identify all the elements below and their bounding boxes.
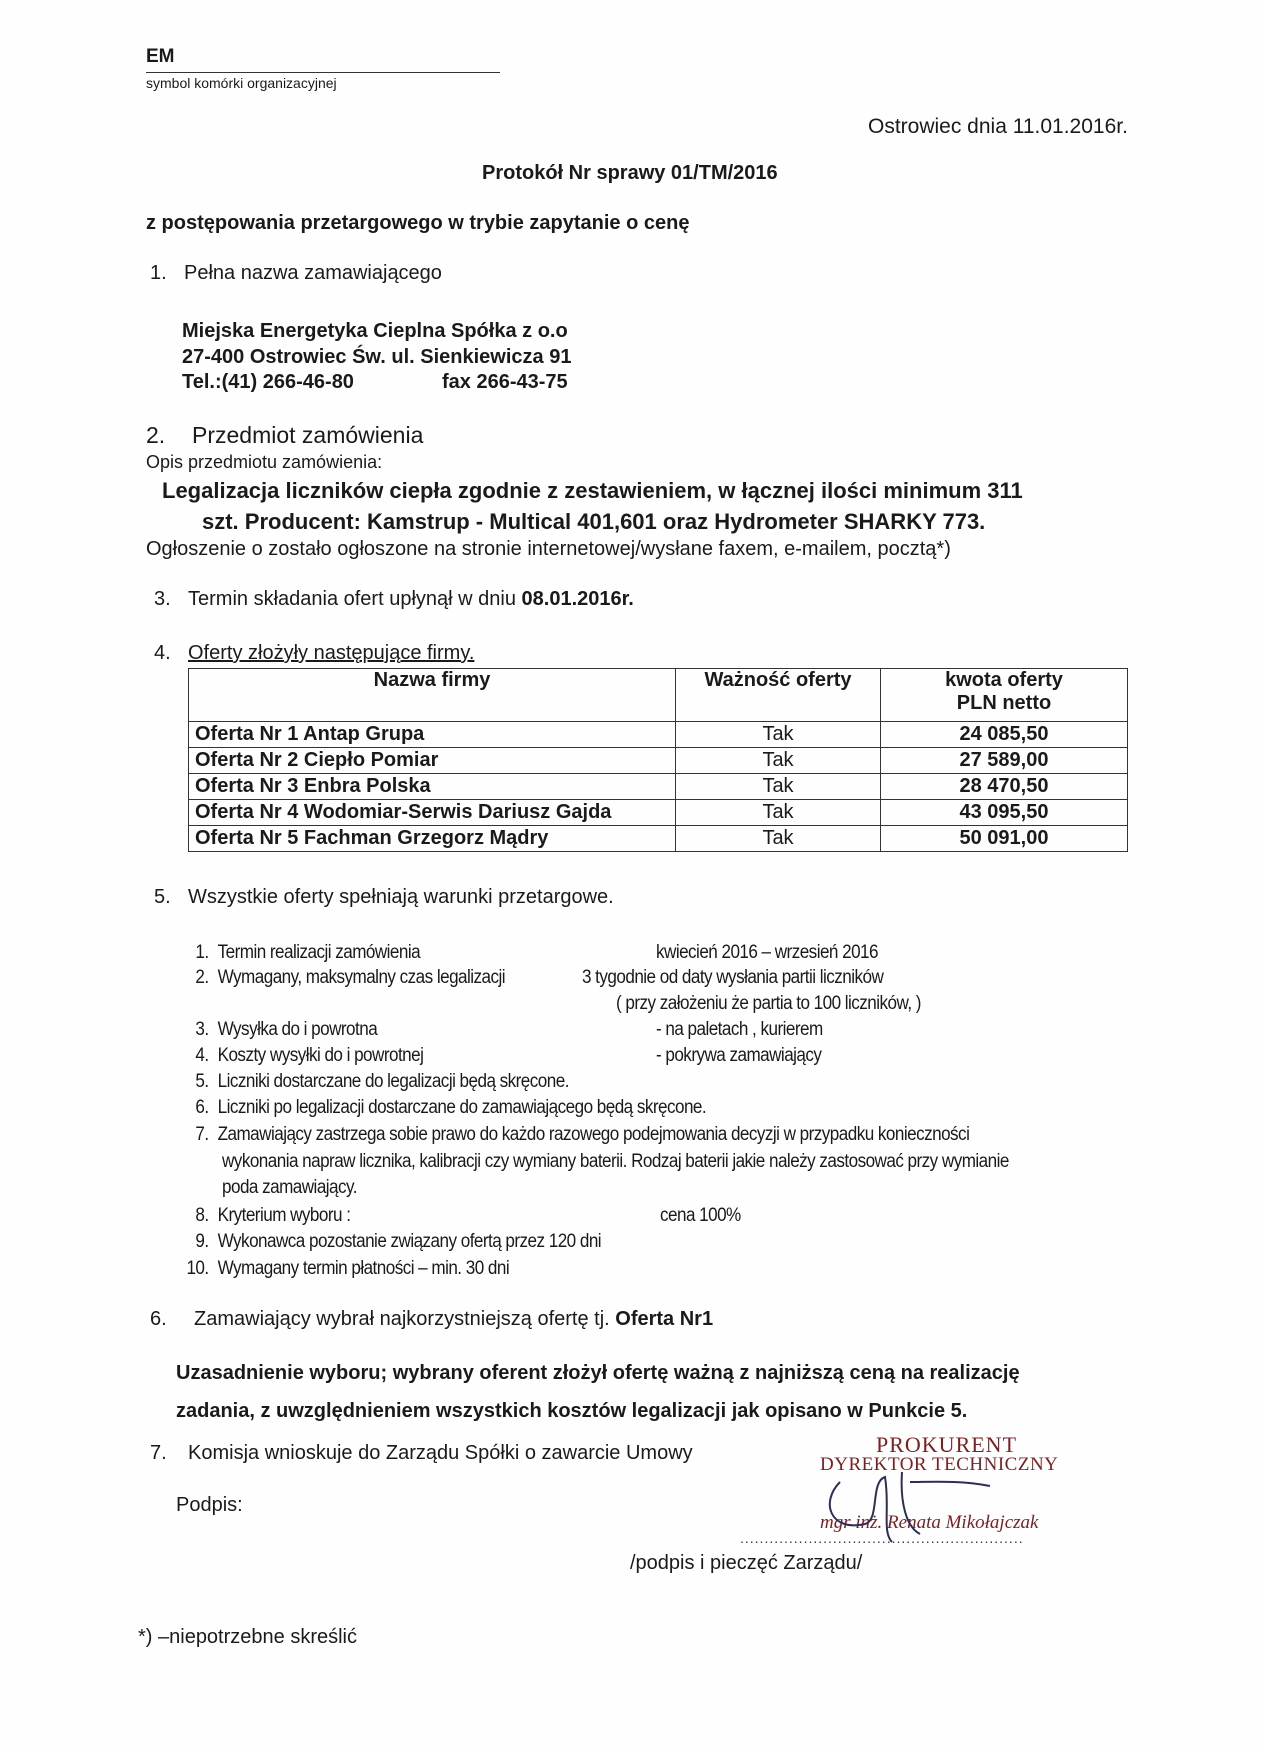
section-number: 1. bbox=[150, 262, 167, 284]
section-2-label: Przedmiot zamówienia bbox=[192, 422, 424, 448]
table-header-row bbox=[189, 669, 1128, 722]
order-description-line-1: Legalizacja liczników ciepła zgodnie z zestawieniem, w łącznej ilości minimum 311 bbox=[162, 478, 1023, 503]
section-1-heading bbox=[150, 262, 442, 285]
section-number: 7. bbox=[150, 1442, 167, 1464]
signature-label: Podpis: bbox=[176, 1494, 243, 1516]
condition-item bbox=[178, 1231, 601, 1253]
section-1-label: Pełna nazwa zamawiającego bbox=[184, 262, 442, 284]
header-validity: Ważność oferty bbox=[676, 669, 881, 722]
unit-underline bbox=[146, 72, 500, 73]
protocol-title: Protokół Nr sprawy 01/TM/2016 bbox=[482, 162, 778, 184]
section-5-label: Wszystkie oferty spełniają warunki przetargowe. bbox=[188, 886, 614, 908]
condition-text-continued: wykonania napraw licznika, kalibracji czy wymiany baterii. Rodzaj baterii jakie należy zastosować przy wymianie bbox=[222, 1151, 1009, 1172]
condition-value: kwiecień 2016 – wrzesień 2016 bbox=[656, 942, 878, 963]
table-row bbox=[189, 774, 1128, 800]
condition-item bbox=[178, 1205, 350, 1227]
condition-value: 3 tygodnie od daty wysłania partii liczników bbox=[582, 967, 884, 988]
offer-validity: Tak bbox=[676, 774, 881, 800]
condition-number: 5. bbox=[195, 1071, 209, 1092]
deadline-text: Termin składania ofert upłynął w dniu bbox=[188, 588, 516, 610]
announcement-text: Ogłoszenie o zostało ogłoszone na stronie internetowej/wysłane faxem, e-mailem, pocztą*) bbox=[146, 538, 951, 560]
condition-value: - pokrywa zamawiający bbox=[656, 1045, 822, 1066]
table-row bbox=[189, 826, 1128, 852]
offer-name: Oferta Nr 1 Antap Grupa bbox=[189, 722, 676, 748]
condition-item bbox=[178, 1124, 969, 1146]
deadline-date: 08.01.2016r. bbox=[521, 588, 634, 610]
justification-line-2: zadania, z uwzględnieniem wszystkich kosztów legalizacji jak opisano w Punkcie 5. bbox=[176, 1400, 968, 1422]
buyer-fax: fax 266-43-75 bbox=[442, 371, 568, 393]
offer-amount: 50 091,00 bbox=[881, 826, 1128, 852]
offer-name: Oferta Nr 3 Enbra Polska bbox=[189, 774, 676, 800]
protocol-subtitle: z postępowania przetargowego w trybie zapytanie o cenę bbox=[146, 212, 690, 234]
unit-caption: symbol komórki organizacyjnej bbox=[146, 75, 337, 91]
selected-offer: Oferta Nr1 bbox=[615, 1308, 714, 1330]
table-row bbox=[189, 748, 1128, 774]
offer-validity: Tak bbox=[676, 722, 881, 748]
condition-value: - na paletach , kurierem bbox=[656, 1019, 823, 1040]
condition-item bbox=[178, 1045, 423, 1067]
condition-item bbox=[178, 1258, 509, 1280]
section-number: 5. bbox=[154, 886, 171, 908]
condition-text: Wysyłka do i powrotna bbox=[217, 1019, 378, 1040]
section-number: 3. bbox=[154, 588, 171, 610]
condition-text: Koszty wysyłki do i powrotnej bbox=[217, 1045, 424, 1066]
section-number: 4. bbox=[154, 642, 171, 664]
section-7-text: Komisja wnioskuje do Zarządu Spółki o zawarcie Umowy bbox=[188, 1442, 693, 1464]
buyer-address: 27-400 Ostrowiec Św. ul. Sienkiewicza 91 bbox=[182, 346, 572, 368]
footnote: *) –niepotrzebne skreślić bbox=[138, 1626, 357, 1648]
document-date: Ostrowiec dnia 11.01.2016r. bbox=[868, 115, 1128, 138]
offer-name: Oferta Nr 4 Wodomiar-Serwis Dariusz Gajda bbox=[189, 800, 676, 826]
buyer-name: Miejska Energetyka Cieplna Spółka z o.o bbox=[182, 320, 568, 342]
signature-caption: /podpis i pieczęć Zarządu/ bbox=[630, 1552, 863, 1574]
offer-name: Oferta Nr 5 Fachman Grzegorz Mądry bbox=[189, 826, 676, 852]
justification-line-1: Uzasadnienie wyboru; wybrany oferent złożył ofertę ważną z najniższą ceną na realizację bbox=[176, 1362, 1020, 1384]
section-4-heading bbox=[154, 642, 474, 665]
condition-item bbox=[178, 1097, 706, 1119]
condition-number: 1. bbox=[195, 942, 209, 963]
section-7 bbox=[150, 1442, 693, 1465]
stamp-name: mgr inż. Renata Mikołajczak bbox=[820, 1512, 1039, 1533]
condition-number: 4. bbox=[195, 1045, 209, 1066]
header-amount-line-1: kwota oferty bbox=[945, 669, 1063, 691]
condition-number: 3. bbox=[195, 1019, 209, 1040]
offers-table bbox=[188, 668, 1128, 852]
condition-value: cena 100% bbox=[660, 1205, 741, 1226]
buyer-phone: Tel.:(41) 266-46-80 bbox=[182, 371, 354, 393]
section-5-heading bbox=[154, 886, 614, 909]
section-6 bbox=[150, 1308, 713, 1331]
stamp-title: PROKURENT bbox=[876, 1432, 1018, 1457]
section-number: 6. bbox=[150, 1308, 167, 1330]
condition-number: 9. bbox=[195, 1231, 209, 1252]
offer-amount: 43 095,50 bbox=[881, 800, 1128, 826]
condition-item bbox=[178, 1071, 569, 1093]
offer-validity: Tak bbox=[676, 748, 881, 774]
condition-text: Zamawiający zastrzega sobie prawo do każdo razowego podejmowania decyzji w przypadku konieczności bbox=[217, 1124, 970, 1145]
section-4-label: Oferty złożyły następujące firmy. bbox=[188, 642, 475, 664]
condition-text-continued: poda zamawiający. bbox=[222, 1177, 357, 1198]
condition-item bbox=[178, 967, 505, 989]
condition-text: Kryterium wyboru : bbox=[217, 1205, 351, 1226]
header-amount-line-2: PLN netto bbox=[956, 692, 1052, 714]
condition-item bbox=[178, 1019, 377, 1041]
condition-item bbox=[178, 942, 420, 964]
condition-text: Liczniki po legalizacji dostarczane do zamawiającego będą skręcone. bbox=[217, 1097, 707, 1118]
signature-dotted-line: .......................................................... bbox=[740, 1530, 1024, 1546]
offer-amount: 24 085,50 bbox=[881, 722, 1128, 748]
stamp-position: DYREKTOR TECHNICZNY bbox=[820, 1454, 1059, 1475]
selection-text: Zamawiający wybrał najkorzystniejszą ofertę tj. bbox=[194, 1308, 610, 1330]
condition-text: Termin realizacji zamówienia bbox=[217, 942, 421, 963]
condition-number: 2. bbox=[195, 967, 209, 988]
header-amount bbox=[881, 669, 1128, 722]
condition-value-note: ( przy założeniu że partia to 100 liczników, ) bbox=[616, 993, 921, 1014]
condition-text: Liczniki dostarczane do legalizacji będą skręcone. bbox=[217, 1071, 569, 1092]
order-description-label: Opis przedmiotu zamówienia: bbox=[146, 452, 383, 472]
condition-number: 10. bbox=[186, 1258, 209, 1279]
table-row bbox=[189, 800, 1128, 826]
condition-number: 8. bbox=[195, 1205, 209, 1226]
offer-name: Oferta Nr 2 Ciepło Pomiar bbox=[189, 748, 676, 774]
header-company-name: Nazwa firmy bbox=[189, 669, 676, 722]
section-number: 2. bbox=[146, 422, 166, 448]
producer-kamstrup: szt. Producent: Kamstrup - Multical 401,601 oraz bbox=[202, 509, 709, 534]
condition-text: Wymagany termin płatności – min. 30 dni bbox=[217, 1258, 510, 1279]
condition-text: Wymagany, maksymalny czas legalizacji bbox=[217, 967, 506, 988]
table-row bbox=[189, 722, 1128, 748]
offer-amount: 27 589,00 bbox=[881, 748, 1128, 774]
order-description-line-2 bbox=[202, 509, 985, 535]
condition-number: 6. bbox=[195, 1097, 209, 1118]
unit-code: EM bbox=[146, 46, 175, 67]
condition-number: 7. bbox=[195, 1124, 209, 1145]
offer-validity: Tak bbox=[676, 800, 881, 826]
producer-hydrometer: Hydrometer SHARKY 773. bbox=[714, 509, 986, 534]
section-3 bbox=[154, 588, 634, 611]
offer-validity: Tak bbox=[676, 826, 881, 852]
offer-amount: 28 470,50 bbox=[881, 774, 1128, 800]
section-2-heading bbox=[146, 422, 423, 449]
condition-text: Wykonawca pozostanie związany ofertą przez 120 dni bbox=[217, 1231, 602, 1252]
